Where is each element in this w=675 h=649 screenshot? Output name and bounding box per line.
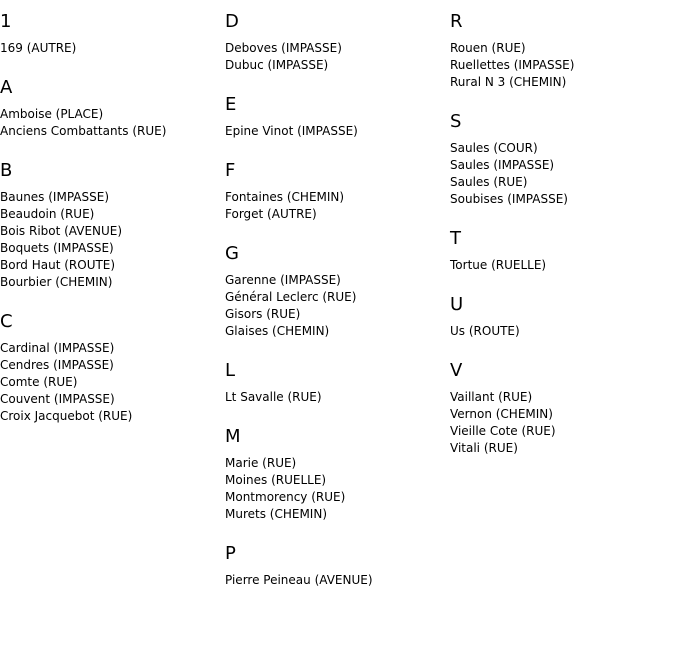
street-list xyxy=(225,123,450,140)
street-link[interactable]: Vernon (CHEMIN) xyxy=(450,407,553,421)
street-link[interactable]: Marie (RUE) xyxy=(225,456,297,470)
letter-group xyxy=(225,10,450,74)
street-link[interactable]: Bois Ribot (AVENUE) xyxy=(0,224,123,238)
letter-heading: B xyxy=(0,160,13,181)
street-link[interactable]: Anciens Combattants (RUE) xyxy=(0,124,167,138)
letter-group xyxy=(225,359,450,406)
letter-group xyxy=(450,10,675,91)
street-link[interactable]: Baunes (IMPASSE) xyxy=(0,190,109,204)
street-list xyxy=(0,106,225,140)
street-link[interactable]: Glaises (CHEMIN) xyxy=(225,324,330,338)
street-link[interactable]: Garenne (IMPASSE) xyxy=(225,273,341,287)
street-link[interactable]: Soubises (IMPASSE) xyxy=(450,192,568,206)
letter-group xyxy=(225,242,450,340)
index-column xyxy=(450,10,675,608)
street-list xyxy=(225,272,450,340)
street-link[interactable]: Vaillant (RUE) xyxy=(450,390,533,404)
street-link[interactable]: Montmorency (RUE) xyxy=(225,490,346,504)
street-link[interactable]: Dubuc (IMPASSE) xyxy=(225,58,329,72)
letter-group xyxy=(225,542,450,589)
street-link[interactable]: Couvent (IMPASSE) xyxy=(0,392,115,406)
letter-heading: C xyxy=(0,311,13,332)
street-link[interactable]: Murets (CHEMIN) xyxy=(225,507,327,521)
street-list xyxy=(450,257,675,274)
street-list xyxy=(450,40,675,91)
letter-group xyxy=(450,110,675,208)
letter-heading: M xyxy=(225,426,241,447)
street-link[interactable]: Rural N 3 (CHEMIN) xyxy=(450,75,567,89)
street-link[interactable]: Vitali (RUE) xyxy=(450,441,518,455)
street-link[interactable]: Pierre Peineau (AVENUE) xyxy=(225,573,373,587)
street-link[interactable]: Cardinal (IMPASSE) xyxy=(0,341,115,355)
letter-heading: V xyxy=(450,360,463,381)
street-list xyxy=(225,572,450,589)
letter-heading: R xyxy=(450,11,463,32)
street-link[interactable]: Comte (RUE) xyxy=(0,375,78,389)
street-link[interactable]: Deboves (IMPASSE) xyxy=(225,41,342,55)
street-index xyxy=(0,10,675,608)
street-link[interactable]: Beaudoin (RUE) xyxy=(0,207,95,221)
street-link[interactable]: Saules (COUR) xyxy=(450,141,538,155)
index-column xyxy=(0,10,225,608)
letter-heading: L xyxy=(225,360,236,381)
street-link[interactable]: Rouen (RUE) xyxy=(450,41,526,55)
street-link[interactable]: Ruellettes (IMPASSE) xyxy=(450,58,575,72)
letter-heading: P xyxy=(225,543,236,564)
letter-group xyxy=(450,359,675,457)
letter-group xyxy=(225,159,450,223)
street-link[interactable]: Saules (RUE) xyxy=(450,175,528,189)
street-link[interactable]: Gisors (RUE) xyxy=(225,307,301,321)
street-link[interactable]: Tortue (RUELLE) xyxy=(450,258,547,272)
street-link[interactable]: Forget (AUTRE) xyxy=(225,207,317,221)
street-link[interactable]: Amboise (PLACE) xyxy=(0,107,104,121)
street-link[interactable]: Fontaines (CHEMIN) xyxy=(225,190,345,204)
street-link[interactable]: Vieille Cote (RUE) xyxy=(450,424,556,438)
letter-heading: 1 xyxy=(0,11,12,32)
letter-heading: S xyxy=(450,111,462,132)
street-list xyxy=(0,340,225,425)
letter-group xyxy=(225,93,450,140)
street-link[interactable]: Moines (RUELLE) xyxy=(225,473,327,487)
letter-group xyxy=(0,159,225,291)
letter-group xyxy=(225,425,450,523)
street-list xyxy=(450,140,675,208)
street-link[interactable]: Saules (IMPASSE) xyxy=(450,158,555,172)
street-list xyxy=(0,40,225,57)
street-link[interactable]: Général Leclerc (RUE) xyxy=(225,290,357,304)
street-list xyxy=(450,389,675,457)
street-list xyxy=(225,189,450,223)
street-list xyxy=(0,189,225,291)
street-link[interactable]: Bord Haut (ROUTE) xyxy=(0,258,116,272)
street-list xyxy=(450,323,675,340)
letter-group xyxy=(450,227,675,274)
street-link[interactable]: 169 (AUTRE) xyxy=(0,41,77,55)
letter-group xyxy=(450,293,675,340)
street-link[interactable]: Cendres (IMPASSE) xyxy=(0,358,114,372)
street-link[interactable]: Boquets (IMPASSE) xyxy=(0,241,114,255)
index-column xyxy=(225,10,450,608)
street-list xyxy=(225,389,450,406)
street-link[interactable]: Bourbier (CHEMIN) xyxy=(0,275,113,289)
letter-group xyxy=(0,76,225,140)
street-link[interactable]: Lt Savalle (RUE) xyxy=(225,390,322,404)
letter-heading: T xyxy=(450,228,461,249)
letter-heading: E xyxy=(225,94,237,115)
street-list xyxy=(225,40,450,74)
letter-heading: U xyxy=(450,294,464,315)
letter-group xyxy=(0,310,225,425)
letter-heading: F xyxy=(225,160,236,181)
street-list xyxy=(225,455,450,523)
letter-heading: G xyxy=(225,243,239,264)
street-link[interactable]: Croix Jacquebot (RUE) xyxy=(0,409,133,423)
letter-heading: D xyxy=(225,11,239,32)
street-link[interactable]: Us (ROUTE) xyxy=(450,324,520,338)
letter-group xyxy=(0,10,225,57)
street-link[interactable]: Epine Vinot (IMPASSE) xyxy=(225,124,358,138)
letter-heading: A xyxy=(0,77,13,98)
